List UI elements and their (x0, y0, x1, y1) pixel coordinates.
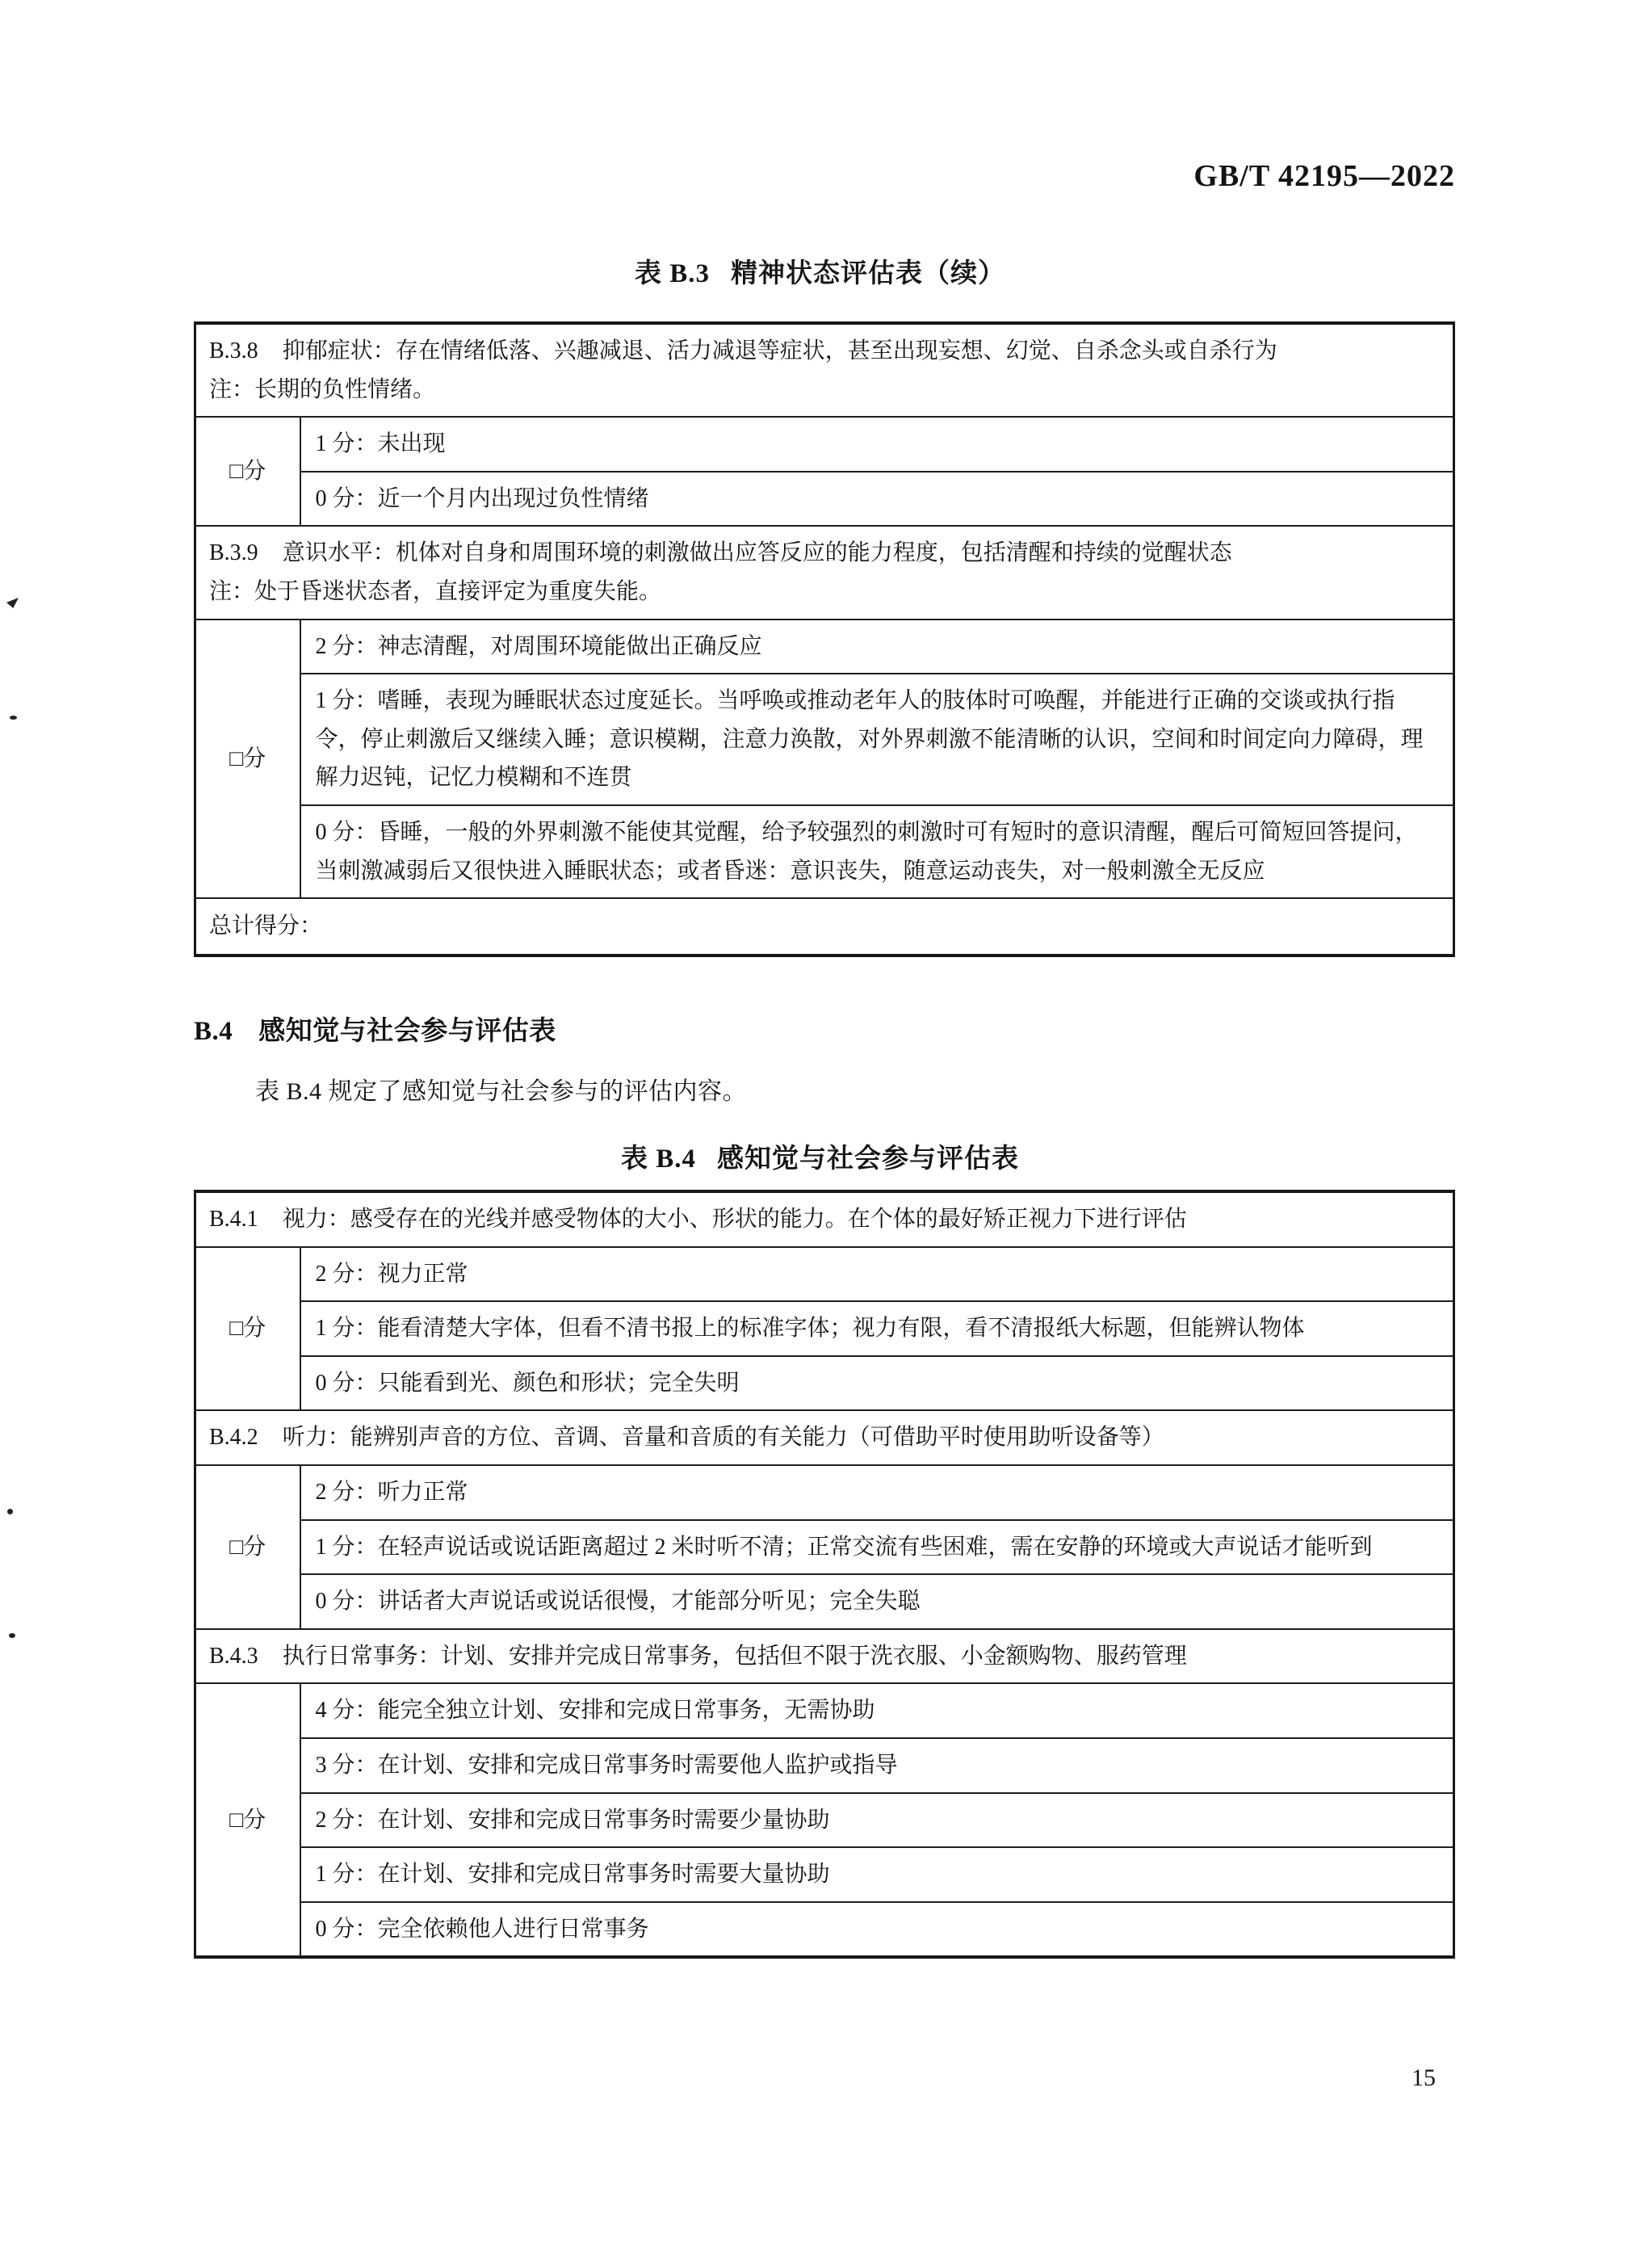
score-option-cell: 1 分：在计划、安排和完成日常事务时需要大量协助 (300, 1847, 1454, 1902)
score-option-cell: 0 分：完全依赖他人进行日常事务 (300, 1902, 1454, 1958)
score-option-cell: 2 分：视力正常 (300, 1247, 1454, 1302)
scan-artifact (9, 1633, 15, 1638)
item-desc-text: 抑郁症状：存在情绪低落、兴趣减退、活力减退等症状，甚至出现妄想、幻觉、自杀念头或自杀行为 (282, 338, 1277, 363)
table-row (195, 1847, 1454, 1902)
mental-state-assessment-table (194, 321, 1455, 957)
score-option-cell: 2 分：听力正常 (300, 1465, 1454, 1520)
table-row (195, 620, 1454, 674)
table-row (195, 1247, 1454, 1302)
scan-artifact (10, 716, 17, 720)
score-option-cell: 0 分：讲话者大声说话或说话很慢，才能部分听见；完全失聪 (300, 1574, 1454, 1629)
assessment-item-b38 (195, 323, 1454, 417)
table-row (195, 1520, 1454, 1575)
assessment-item-b39 (195, 526, 1454, 619)
page-number: 15 (1411, 2064, 1436, 2091)
score-option-cell: 4 分：能完全独立计划、安排和完成日常事务，无需协助 (300, 1683, 1454, 1738)
item-desc-text: 听力：能辨别声音的方位、音调、音量和音质的有关能力（可借助平时使用助听设备等） (282, 1425, 1164, 1451)
table-b3-title-prefix: 表 B.3 (634, 259, 710, 288)
item-desc-text: 意识水平：机体对自身和周围环境的刺激做出应答反应的能力程度，包括清醒和持续的觉醒状态 (282, 540, 1232, 566)
score-blank-cell: □分 (195, 417, 300, 526)
table-row (195, 417, 1454, 472)
item-description (209, 534, 1440, 573)
table-row (195, 323, 1454, 417)
standard-number-header: GB/T 42195—2022 (1193, 159, 1455, 193)
table-b3-title-text: 精神状态评估表（续） (731, 259, 1005, 288)
table-row (195, 1356, 1454, 1411)
score-blank-cell: □分 (195, 1247, 300, 1411)
item-code: B.3.8 (209, 338, 258, 363)
score-option-cell: 0 分：只能看到光、颜色和形状；完全失明 (300, 1356, 1454, 1411)
table-row (195, 1793, 1454, 1848)
table-b4-title (0, 1137, 1640, 1175)
table-b4-title-text: 感知觉与社会参与评估表 (717, 1144, 1019, 1174)
item-code: B.4.2 (209, 1425, 258, 1451)
item-desc-text: 视力：感受存在的光线并感受物体的大小、形状的能力。在个体的最好矫正视力下进行评估 (282, 1207, 1187, 1232)
total-score-row: 总计得分： (195, 898, 1454, 956)
score-option-cell: 1 分：能看清楚大字体，但看不清书报上的标准字体；视力有限，看不清报纸大标题，但能辨认物体 (300, 1301, 1454, 1356)
item-code: B.3.9 (209, 540, 258, 566)
item-description (209, 332, 1440, 371)
score-option-cell: 1 分：未出现 (300, 417, 1454, 472)
perception-social-participation-table (194, 1190, 1455, 1959)
table-row (195, 1738, 1454, 1793)
assessment-item-b41 (195, 1191, 1454, 1247)
score-option-cell: 0 分：昏睡，一般的外界刺激不能使其觉醒，给予较强烈的刺激时可有短时的意识清醒，醒后可简短回答提问，当刺激减弱后又很快进入睡眠状态；或者昏迷：意识丧失，随意运动丧失，对一般刺激全无反应 (300, 805, 1454, 898)
item-code: B.4.3 (209, 1643, 258, 1669)
section-b4-title: 感知觉与社会参与评估表 (258, 1017, 556, 1046)
assessment-item-b42 (195, 1410, 1454, 1465)
section-b4-code: B.4 (194, 1017, 233, 1046)
item-description (209, 1200, 1440, 1239)
item-description (209, 1637, 1440, 1676)
score-option-cell: 1 分：嗜睡，表现为睡眠状态过度延长。当呼唤或推动老年人的肢体时可唤醒，并能进行正确的交谈或执行指令，停止刺激后又继续入睡；意识模糊，注意力涣散，对外界刺激不能清晰的认识，空间和时间定向力障碍，理解力迟钝，记忆力模糊和不连贯 (300, 674, 1454, 805)
item-description (209, 1418, 1440, 1457)
score-option-cell: 1 分：在轻声说话或说话距离超过 2 米时听不清；正常交流有些困难，需在安静的环境或大声说话才能听到 (300, 1520, 1454, 1575)
item-note: 注：处于昏迷状态者，直接评定为重度失能。 (209, 578, 662, 604)
table-row (195, 805, 1454, 898)
section-b4-heading (194, 1010, 556, 1048)
table-row (195, 472, 1454, 527)
table-row (195, 1191, 1454, 1247)
score-option-cell: 2 分：神志清醒，对周围环境能做出正确反应 (300, 620, 1454, 674)
score-option-cell: 2 分：在计划、安排和完成日常事务时需要少量协助 (300, 1793, 1454, 1848)
table-row (195, 1574, 1454, 1629)
table-row (195, 898, 1454, 956)
table-row (195, 526, 1454, 619)
item-desc-text: 执行日常事务：计划、安排并完成日常事务，包括但不限于洗衣服、小金额购物、服药管理 (282, 1643, 1187, 1669)
item-code: B.4.1 (209, 1207, 258, 1232)
score-option-cell: 0 分：近一个月内出现过负性情绪 (300, 472, 1454, 527)
score-blank-cell: □分 (195, 1683, 300, 1957)
table-row (195, 1465, 1454, 1520)
table-row (195, 1902, 1454, 1958)
table-row (195, 1410, 1454, 1465)
table-row (195, 1683, 1454, 1738)
assessment-item-b43 (195, 1629, 1454, 1684)
scan-artifact (6, 598, 19, 608)
score-option-cell: 3 分：在计划、安排和完成日常事务时需要他人监护或指导 (300, 1738, 1454, 1793)
table-row (195, 1629, 1454, 1684)
score-blank-cell: □分 (195, 620, 300, 899)
table-b3-title (0, 252, 1640, 290)
table-row (195, 1301, 1454, 1356)
scan-artifact (7, 1509, 13, 1514)
item-note: 注：长期的负性情绪。 (209, 376, 436, 402)
section-b4-intro: 表 B.4 规定了感知觉与社会参与的评估内容。 (255, 1078, 748, 1105)
table-b4-title-prefix: 表 B.4 (620, 1144, 696, 1174)
table-row (195, 674, 1454, 805)
score-blank-cell: □分 (195, 1465, 300, 1629)
